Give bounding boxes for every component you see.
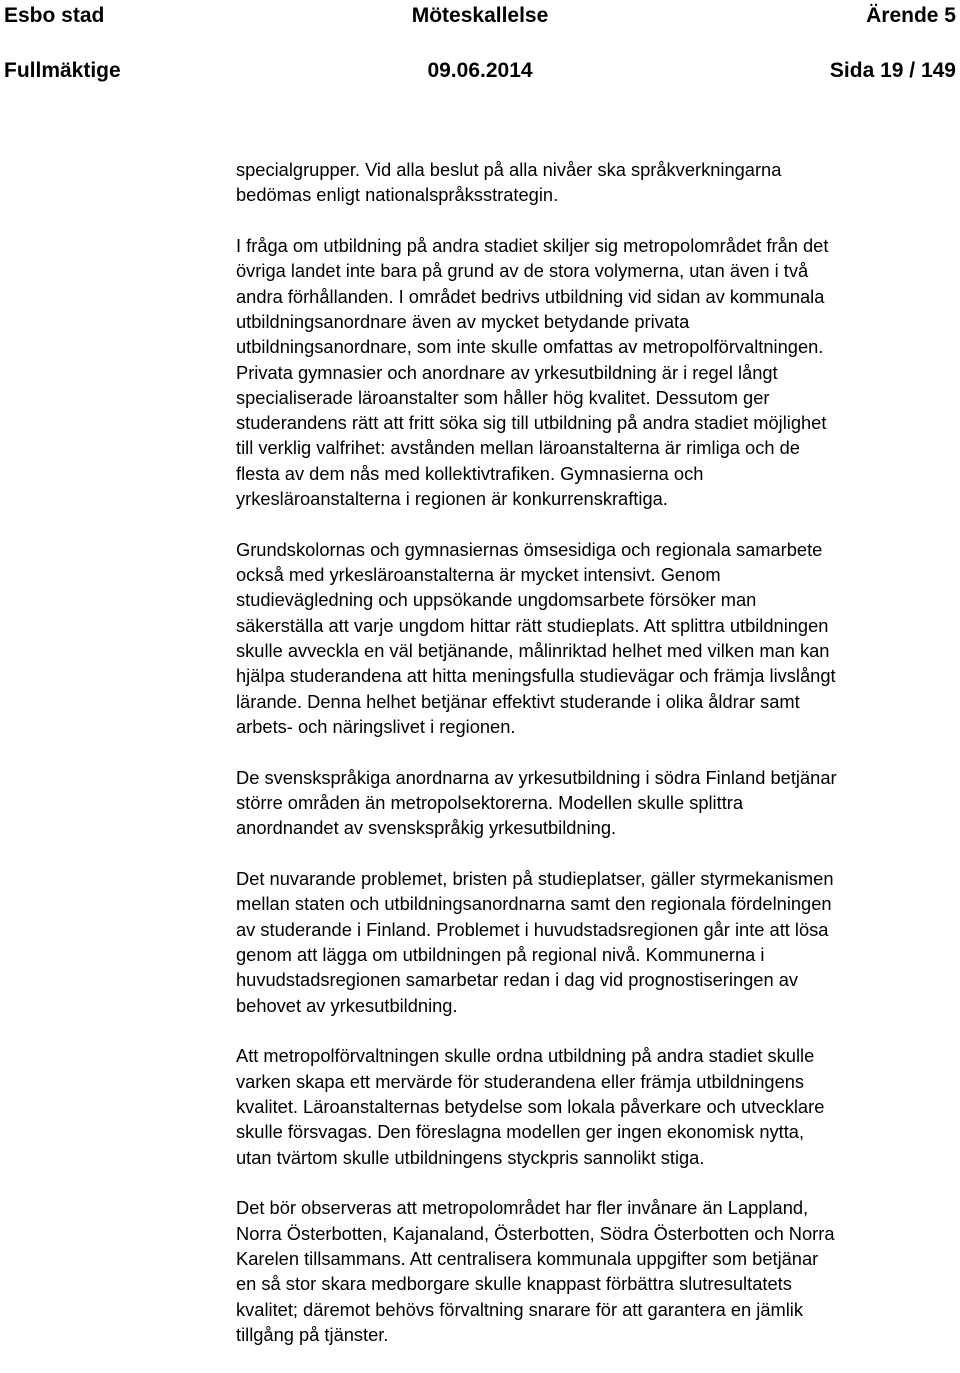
text-line: varken skapa ett mervärde för studerandena eller främja utbildningens xyxy=(236,1070,805,1092)
text-line: andra förhållanden. I området bedrivs utbildning vid sidan av kommunala xyxy=(236,285,825,307)
paragraph xyxy=(236,1043,958,1169)
document-type: Möteskallelse xyxy=(411,4,549,27)
text-line: Det bör observeras att metropolområdet har fler invånare än Lappland, xyxy=(236,1197,809,1219)
text-line: bedömas enligt nationalspråksstrategin. xyxy=(236,184,559,206)
text-line: yrkesläroanstalterna i regionen är konkurrenskraftiga. xyxy=(236,488,668,510)
agenda-item: Ärende 5 xyxy=(866,4,956,27)
text-line: lärande. Denna helhet betjänar effektivt studerande i olika åldrar samt xyxy=(236,690,800,712)
paragraph xyxy=(236,1195,958,1347)
text-line: skulle avveckla en väl betjänande, målinriktad helhet med vilken man kan xyxy=(236,640,830,662)
text-line: huvudstadsregionen samarbetar redan i dag vid prognostiseringen av xyxy=(236,969,798,991)
text-line: studievägledning och uppsökande ungdomsarbete försöker man xyxy=(236,589,757,611)
text-line: säkerställa att varje ungdom hittar rätt studieplats. Att splittra utbildningen xyxy=(236,614,829,636)
text-line: tillgång på tjänster. xyxy=(236,1323,389,1345)
text-line: I fråga om utbildning på andra stadiet skiljer sig metropolområdet från det xyxy=(236,235,829,257)
text-line: Grundskolornas och gymnasiernas ömsesidiga och regionala samarbete xyxy=(236,538,823,560)
text-line: De svenskspråkiga anordnarna av yrkesutbildning i södra Finland betjänar xyxy=(236,766,837,788)
text-line: anordnandet av svenskspråkig yrkesutbildning. xyxy=(236,817,617,839)
text-line: Norra Österbotten, Kajanaland, Österbotten, Södra Österbotten och Norra xyxy=(236,1222,835,1244)
text-line: kvalitet; däremot behövs förvaltning snarare för att garantera en jämlik xyxy=(236,1298,804,1320)
text-line: en så stor skara medborgare skulle knappast förbättra slutresultatets xyxy=(236,1273,792,1295)
text-line: arbets- och näringslivet i regionen. xyxy=(236,715,516,737)
text-line: specialgrupper. Vid alla beslut på alla nivåer ska språkverkningarna xyxy=(236,159,782,180)
text-line: skulle försvagas. Den föreslagna modellen ger ingen ekonomisk nytta, xyxy=(236,1121,805,1143)
page-number: Sida 19 / 149 xyxy=(829,59,956,82)
text-line: också med yrkesläroanstalterna är mycket intensivt. Genom xyxy=(236,564,721,586)
document-body xyxy=(236,157,958,1373)
text-line: Karelen tillsammans. Att centralisera kommunala uppgifter som betjänar xyxy=(236,1247,819,1269)
text-line: övriga landet inte bara på grund av de stora volymerna, utan även i två xyxy=(236,260,809,282)
text-line: genom att lägga om utbildningen på regional nivå. Kommunerna i xyxy=(236,944,765,966)
header-row-bottom xyxy=(4,57,956,85)
text-line: större områden än metropolsektorerna. Modellen skulle splittra xyxy=(236,792,744,814)
text-line: av studerande i Finland. Problemet i huvudstadsregionen går inte att lösa xyxy=(236,918,829,940)
text-line: flesta av dem nås med kollektivtrafiken. Gymnasierna och xyxy=(236,462,704,484)
council-name: Fullmäktige xyxy=(4,59,121,82)
text-line: Det nuvarande problemet, bristen på studieplatser, gäller styrmekanismen xyxy=(236,868,834,890)
text-line: mellan staten och utbildningsanordnarna samt den regionala fördelningen xyxy=(236,893,832,915)
text-line: studerandens rätt att fritt söka sig till utbildning på andra stadiet möjlighet xyxy=(236,412,827,434)
header-row-top xyxy=(4,2,956,30)
text-line: kvalitet. Läroanstalternas betydelse som lokala påverkare och utvecklare xyxy=(236,1096,825,1117)
text-line: utbildningsanordnare även av mycket betydande privata xyxy=(236,310,690,332)
text-line: utan tvärtom skulle utbildningens styckpris sannolikt stiga. xyxy=(236,1146,705,1168)
paragraph xyxy=(236,233,958,511)
meeting-date: 09.06.2014 xyxy=(427,59,533,82)
text-line: specialiserade läroanstalter som håller hög kvalitet. Dessutom ger xyxy=(236,386,770,408)
text-line: utbildningsanordnare, som inte skulle omfattas av metropolförvaltningen. xyxy=(236,336,824,358)
text-line: Att metropolförvaltningen skulle ordna utbildning på andra stadiet skulle xyxy=(236,1045,815,1067)
paragraph xyxy=(236,866,958,1018)
paragraph xyxy=(236,157,958,208)
text-line: hjälpa studerandena att hitta meningsfulla studievägar och främja livslångt xyxy=(236,665,836,687)
paragraph xyxy=(236,765,958,841)
text-line: behovet av yrkesutbildning. xyxy=(236,994,458,1016)
paragraph xyxy=(236,537,958,739)
text-line: till verklig valfrihet: avstånden mellan läroanstalterna är rimliga och de xyxy=(236,437,800,459)
page-header xyxy=(0,0,960,90)
text-line: Privata gymnasier och anordnare av yrkesutbildning är i regel långt xyxy=(236,361,778,383)
organization-name: Esbo stad xyxy=(4,4,105,27)
